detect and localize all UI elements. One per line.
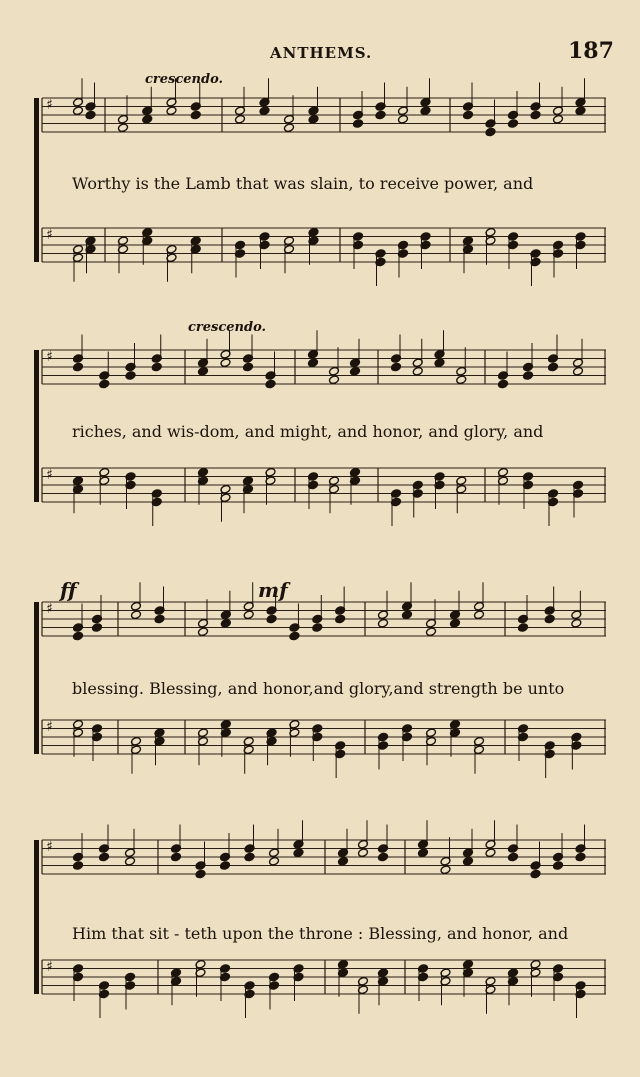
sharp-key-signature-icon: ♯ [46, 97, 53, 114]
note-head [523, 371, 534, 381]
note-head [266, 614, 277, 624]
note-head [312, 623, 323, 633]
note-head [125, 371, 136, 381]
note-head [195, 869, 206, 879]
note-head [73, 631, 84, 641]
system-bracket [34, 602, 39, 754]
running-title: ANTHEMS. [270, 44, 373, 62]
note-head [308, 358, 319, 368]
note-head [73, 362, 84, 372]
note-head [434, 358, 445, 368]
lyrics-line: Him that sit - teth upon the throne : Blessing, and honor, and [72, 924, 569, 943]
sharp-key-signature-icon: ♯ [46, 467, 53, 484]
lyrics-line: Worthy is the Lamb that was slain, to receive power, and [72, 174, 534, 193]
note-head [548, 362, 559, 372]
note-head [243, 610, 254, 620]
note-head [99, 852, 110, 862]
music-system-1 [0, 70, 640, 300]
note-head [571, 618, 582, 628]
note-head [338, 856, 349, 866]
music-system-2 [0, 320, 640, 530]
dynamic-marking-ff: ff [60, 578, 77, 602]
system-bracket [34, 98, 39, 262]
music-system-4 [0, 820, 640, 1050]
note-head [508, 852, 519, 862]
note-head [151, 362, 162, 372]
note-head [398, 114, 409, 124]
note-head [450, 618, 461, 628]
note-head [575, 852, 586, 862]
note-head [154, 614, 165, 624]
note-head [198, 627, 209, 637]
note-head [142, 114, 153, 124]
lyrics-line: riches, and wis-dom, and might, and honor, and glory, and [72, 422, 544, 441]
note-head [235, 114, 246, 124]
note-head [73, 106, 84, 116]
note-head [402, 610, 413, 620]
note-head [73, 861, 84, 871]
note-head [375, 110, 386, 120]
note-head [575, 106, 586, 116]
lyrics-line: blessing. Blessing, and honor,and glory,and strength be unto [72, 679, 565, 698]
dynamic-marking: crescendo. [145, 72, 224, 87]
sharp-key-signature-icon: ♯ [46, 959, 53, 976]
note-head [573, 366, 584, 376]
dynamic-marking: crescendo. [188, 320, 267, 335]
sharp-key-signature-icon: ♯ [46, 601, 53, 618]
note-head [485, 848, 496, 858]
note-head [426, 627, 437, 637]
note-head [125, 856, 136, 866]
note-head [420, 106, 431, 116]
system-bracket [34, 350, 39, 502]
sharp-key-signature-icon: ♯ [46, 349, 53, 366]
note-head [293, 848, 304, 858]
note-head [329, 375, 340, 385]
note-head [530, 110, 541, 120]
note-head [85, 110, 96, 120]
note-head [418, 848, 429, 858]
note-head [456, 375, 467, 385]
note-head [269, 856, 280, 866]
note-head [353, 119, 364, 129]
note-head [412, 366, 423, 376]
note-head [440, 865, 451, 875]
note-head [220, 861, 231, 871]
note-head [243, 362, 254, 372]
note-head [335, 614, 346, 624]
note-head [220, 358, 231, 368]
note-head [308, 114, 319, 124]
music-system-3 [0, 578, 640, 788]
note-head [463, 110, 474, 120]
note-head [265, 379, 276, 389]
system-bracket [34, 840, 39, 994]
note-head [553, 861, 564, 871]
sharp-key-signature-icon: ♯ [46, 839, 53, 856]
note-head [485, 127, 496, 137]
note-head [378, 852, 389, 862]
note-head [171, 852, 182, 862]
note-head [358, 848, 369, 858]
dynamic-marking-mf: mf [258, 578, 288, 602]
note-head [284, 123, 295, 133]
note-head [553, 114, 564, 124]
note-head [99, 379, 110, 389]
note-head [518, 623, 529, 633]
note-head [378, 618, 389, 628]
note-head [530, 869, 541, 879]
note-head [92, 623, 103, 633]
note-head [289, 631, 300, 641]
note-head [391, 362, 402, 372]
note-head [350, 366, 361, 376]
note-head [508, 119, 519, 129]
page-number: 187 [568, 38, 614, 64]
note-head [190, 110, 201, 120]
note-head [244, 852, 255, 862]
note-head [131, 610, 142, 620]
note-head [463, 856, 474, 866]
note-head [498, 379, 509, 389]
note-head [198, 366, 209, 376]
note-head [259, 106, 270, 116]
note-head [166, 106, 177, 116]
note-head [544, 614, 555, 624]
note-head [474, 610, 485, 620]
sharp-key-signature-icon: ♯ [46, 227, 53, 244]
note-head [220, 618, 231, 628]
sharp-key-signature-icon: ♯ [46, 719, 53, 736]
note-head [118, 123, 129, 133]
